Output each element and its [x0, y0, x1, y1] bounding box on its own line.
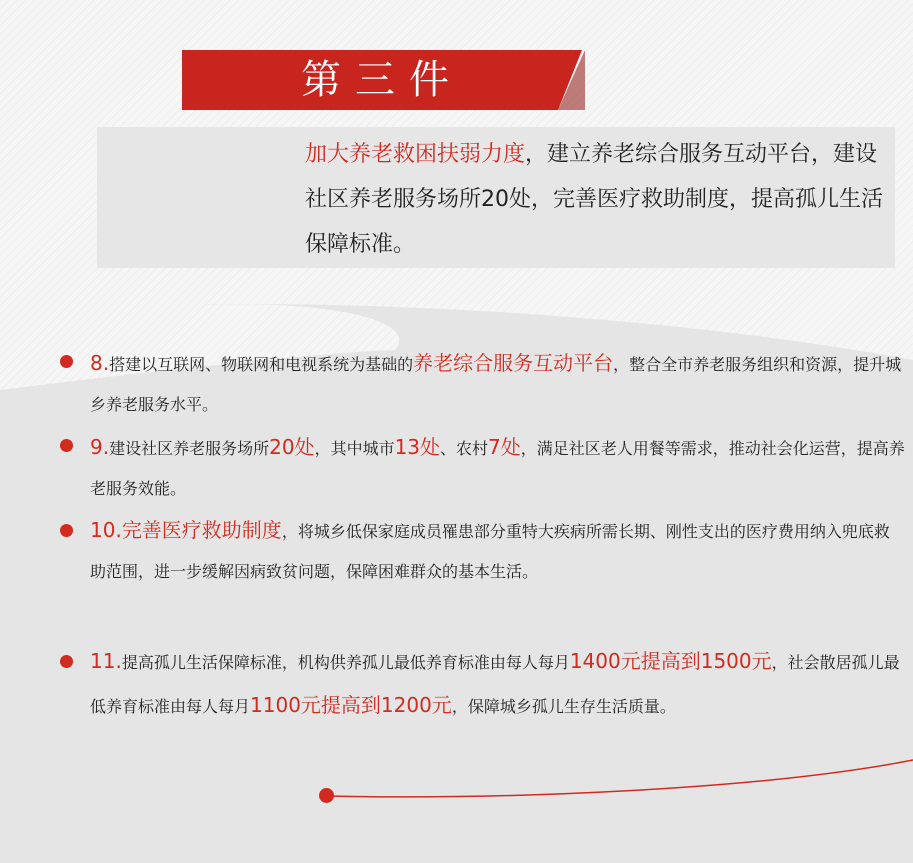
- item-number: 11.: [90, 649, 122, 673]
- summary-highlight: 加大养老救困扶弱力度: [305, 142, 526, 167]
- bullet-dot: [60, 655, 73, 668]
- list-item-10: [60, 510, 905, 592]
- bullet-dot: [60, 524, 73, 537]
- item-highlight: 养老综合服务互动平台: [413, 351, 614, 375]
- item-number: 8.: [90, 351, 110, 375]
- item-text: 提高孤儿生活保障标准，机构供养孤儿最低养育标准由每人每月: [121, 653, 570, 672]
- item-text: ，保障城乡孤儿生存生活质量。: [451, 697, 676, 716]
- bullet-dot: [60, 439, 73, 452]
- item-text: ，满足社区老人用餐等需求，推动社会化运营，提高养老服务效能。: [90, 439, 905, 498]
- item-text: 搭建以互联网、物联网和电视系统为基础的: [109, 355, 414, 374]
- list-item-9: [60, 427, 905, 509]
- item-number: 10.: [90, 518, 122, 542]
- item-text: 建设社区养老服务场所: [109, 439, 270, 458]
- item-text: 、农村: [440, 439, 489, 458]
- summary-rest: ，建立养老综合服务互动平台，建设社区养老服务场所20处，完善医疗救助制度，提高孤儿生活保障标准。: [305, 142, 883, 257]
- item-highlight: 1400元提高到1500元: [569, 649, 772, 673]
- list-item-11: [60, 640, 905, 728]
- item-highlight: 7处: [488, 435, 521, 459]
- summary-text: [305, 132, 885, 267]
- item-highlight: 1100元提高到1200元: [250, 693, 452, 717]
- decorative-end-dot: [319, 788, 334, 803]
- item-highlight: 13处: [394, 435, 441, 459]
- list-item-8: [60, 343, 905, 425]
- item-number: 9.: [90, 435, 110, 459]
- item-text: ，社会散居孤儿最低养育标准由每人每月: [90, 653, 900, 716]
- item-text: ，将城乡低保家庭成员罹患部分重特大疾病所需长期、刚性支出的医疗费用纳入兜底救助范围，进一步缓解因病致贫问题，保障困难群众的基本生活。: [90, 522, 890, 581]
- item-highlight: 完善医疗救助制度: [121, 518, 282, 542]
- bullet-dot: [60, 355, 73, 368]
- item-text: ，其中城市: [314, 439, 395, 458]
- item-highlight: 20处: [269, 435, 315, 459]
- item-text: ，整合全市养老服务组织和资源，提升城乡养老服务水平。: [90, 355, 902, 414]
- page-title: 第三件: [301, 57, 463, 103]
